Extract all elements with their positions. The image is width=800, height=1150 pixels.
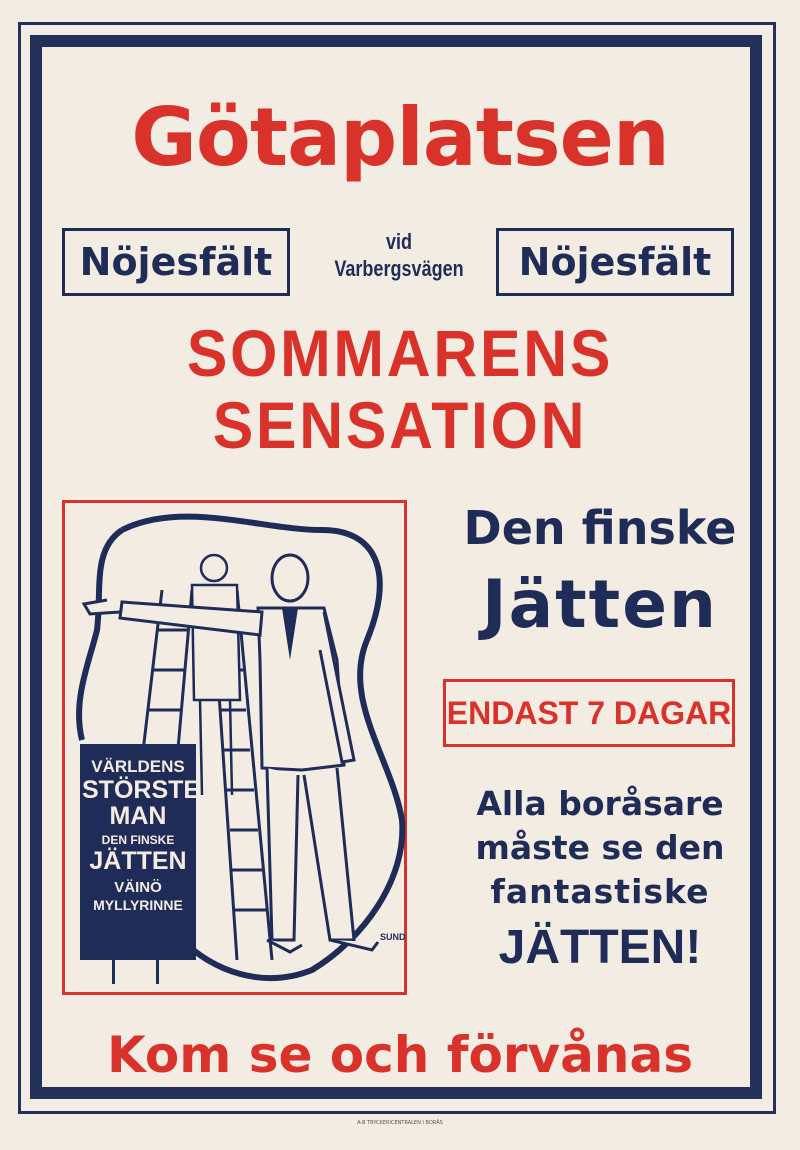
headline-line1: SOMMARENS — [186, 316, 614, 390]
giant-heading-line1: Den finske — [463, 501, 737, 555]
sign-line5: JÄTTEN — [89, 847, 187, 875]
artist-signature: SUND — [380, 932, 406, 942]
sign-line3: MAN — [109, 802, 167, 830]
tape-loop-left — [79, 530, 122, 740]
printer-credit: A-B TRYCKERICENTRALEN I BORÅS — [357, 1120, 443, 1126]
sign-line4: DEN FINSKE — [101, 833, 175, 847]
sign-post — [112, 956, 115, 984]
sign-post — [156, 956, 159, 984]
right-label-box: Nöjesfält — [496, 228, 734, 296]
sign-line7: MYLLYRINNE — [93, 897, 183, 913]
sign-line6: VÄINÖ — [114, 879, 162, 896]
sign-board — [80, 744, 201, 960]
location-line2: Varbergsvägen — [334, 256, 464, 281]
message-line2: måste se den — [475, 828, 725, 867]
small-man-figure — [192, 555, 240, 795]
message-line1: Alla boråsare — [476, 784, 724, 823]
left-label-box: Nöjesfält — [62, 228, 290, 296]
giant-heading-line2: Jätten — [482, 566, 718, 643]
message-block — [420, 782, 780, 976]
message-line4: JÄTTEN! — [498, 921, 702, 974]
headline-line2: SENSATION — [212, 388, 588, 462]
footer-slogan: Kom se och förvånas — [107, 1026, 693, 1084]
location-text — [329, 228, 468, 282]
sign-line2: STÖRSTE — [82, 776, 201, 804]
sign-line1: VÄRLDENS — [91, 757, 185, 776]
location-line1: vid — [385, 229, 413, 254]
days-badge: ENDAST 7 DAGAR — [443, 679, 735, 747]
poster-title: Götaplatsen — [131, 91, 669, 184]
message-line3: fantastiske — [490, 872, 710, 911]
